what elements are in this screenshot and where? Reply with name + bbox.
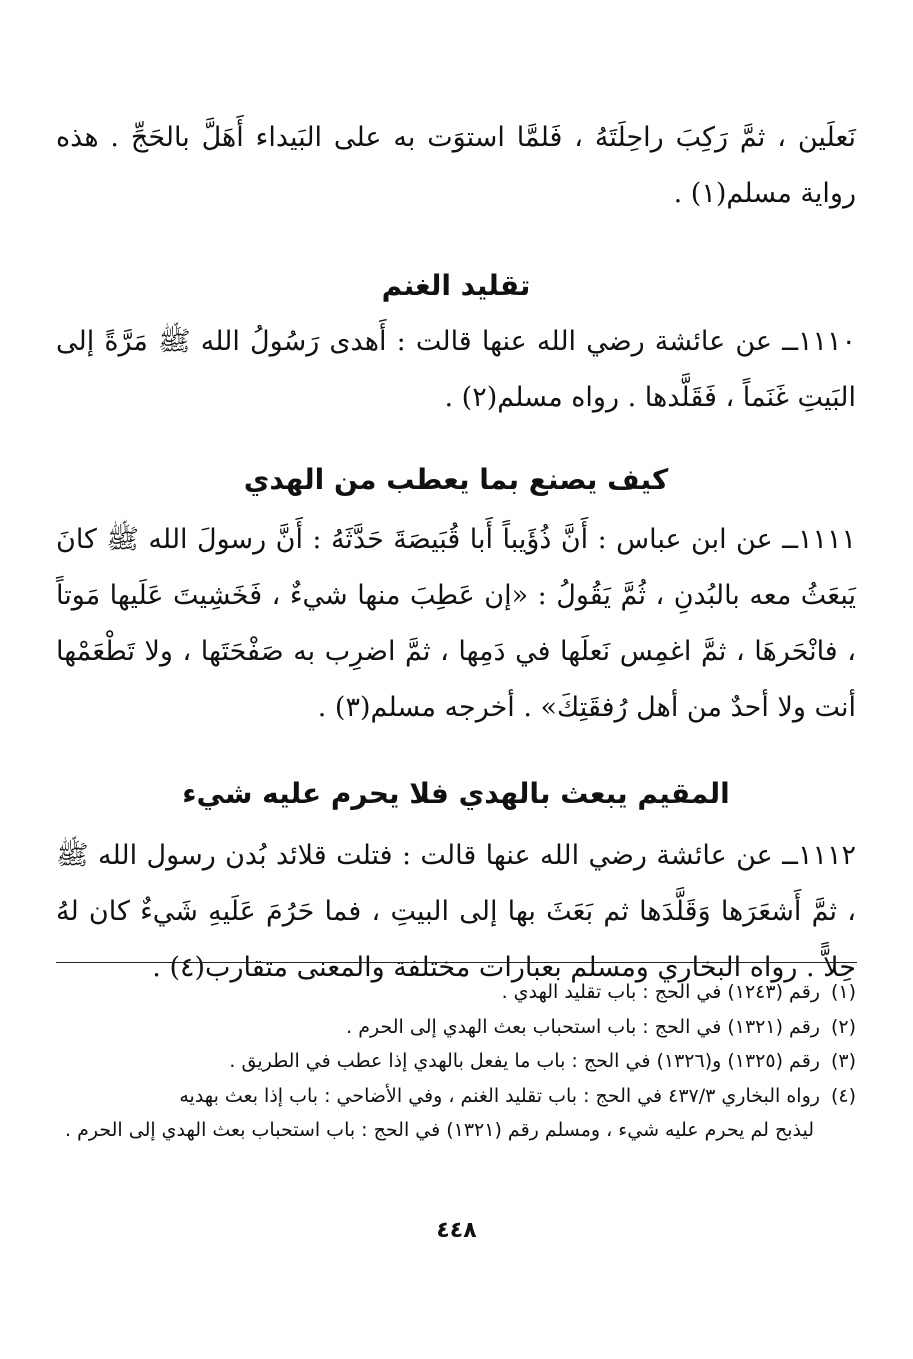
footnote-number: (٤) bbox=[830, 1084, 856, 1107]
section-heading: المقيم يبعث بالهدي فلا يحرم عليه شيء bbox=[182, 777, 730, 810]
footnote-number: (٢) bbox=[830, 1015, 856, 1038]
hadith-paragraph: ١١١٠ــ عن عائشة رضي الله عنها قالت : أَهدى رَسُولُ الله ﷺ مَرَّةً إلى البَيتِ غَنَماً ، فَقَلَّدها . رواه مسلم(٢) . bbox=[56, 326, 856, 413]
footnote-text: رقم (١٣٢١) في الحج : باب استحباب بعث الهدي إلى الحرم . bbox=[346, 1015, 820, 1038]
footnote bbox=[56, 975, 856, 1010]
footnote-number: (١) bbox=[830, 981, 856, 1003]
footnote-divider bbox=[56, 962, 857, 963]
footnote-text: رقم (١٣٢٥) و(١٣٢٦) في الحج : باب ما يفعل بالهدي إذا عطب في الطريق . bbox=[229, 1050, 820, 1072]
footnote-text: رقم (١٢٤٣) في الحج : باب تقليد الهدي . bbox=[501, 981, 820, 1003]
footnote-text: رواه البخاري ٤٣٧/٣ في الحج : باب تقليد الغنم ، وفي الأضاحي : باب إذا بعث بهديه bbox=[179, 1084, 820, 1107]
footnote bbox=[56, 1079, 856, 1114]
footnote-number: (٣) bbox=[830, 1050, 856, 1072]
section-heading: تقليد الغنم bbox=[381, 269, 531, 302]
page-body bbox=[56, 110, 856, 996]
footnotes bbox=[56, 975, 856, 1148]
footnote bbox=[56, 1010, 856, 1045]
page-number: ٤٤٨ bbox=[436, 1218, 477, 1243]
footnote-continuation: ليذبح لم يحرم عليه شيء ، ومسلم رقم (١٣٢١) في الحج : باب استحباب بعث الهدي إلى الحرم . bbox=[65, 1119, 814, 1141]
intro-paragraph: نَعلَين ، ثمَّ رَكِبَ راحِلَتَهُ ، فَلمَّا استوَت به على البَيداء أَهَلَّ بالحَجِّ . هذه رواية مسلم(١) . bbox=[56, 122, 856, 209]
hadith-paragraph: ١١١٢ــ عن عائشة رضي الله عنها قالت : فتلت قلائد بُدن رسول الله ﷺ ، ثمَّ أَشعَرَها وَقَلَّدَها ثم بَعَثَ بها إلى البيتِ ، فما حَرُمَ عَلَيهِ شَيءٌ كان لهُ حِلاًّ . رواه البخاري ومسلم بعبارات مختلفة والمعنى متقارب(٤) . bbox=[56, 840, 856, 983]
section-heading: كيف يصنع بما يعطب من الهدي bbox=[243, 463, 669, 496]
footnote bbox=[56, 1044, 856, 1079]
hadith-paragraph: ١١١١ــ عن ابن عباس : أَنَّ ذُؤَيباً أَبا قُبَيصَةَ حَدَّثَهُ : أَنَّ رسولَ الله ﷺ كانَ يَبعَثُ معه بالبُدنِ ، ثُمَّ يَقُولُ : «إن عَطِبَ منها شيءٌ ، فَخَشِيتَ عَلَيها مَوتاً ، فانْحَرهَا ، ثمَّ اغمِس نَعلَها في دَمِها ، ثمَّ اضرِب به صَفْحَتَها ، ولا تَطْعَمْها أنت ولا أحدٌ من أهل رُفقَتِكَ» . أخرجه مسلم(٣) . bbox=[56, 524, 856, 723]
